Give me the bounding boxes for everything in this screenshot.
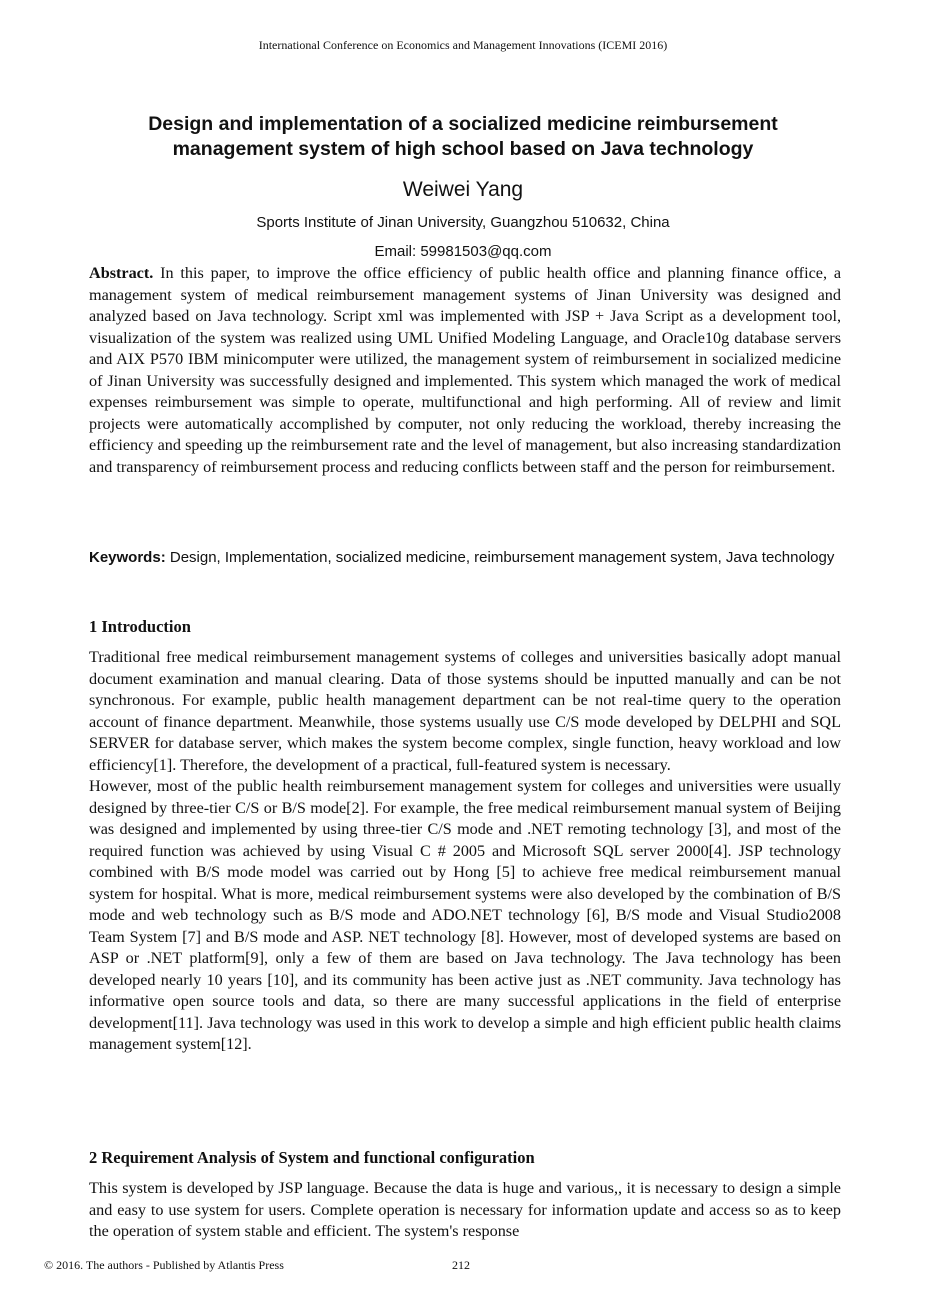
paper-title-line-2: management system of high school based on Java technology xyxy=(172,138,754,160)
section-1-body xyxy=(89,647,841,1056)
abstract xyxy=(89,263,841,478)
section-1-paragraph-1: Traditional free medical reimbursement management systems of colleges and universities basically adopt manual document examination and manual clearing. Data of those systems should be inputted manually and can be not synchronous. For example, public health management department can be not real-time query to the operation account of finance department. Meanwhile, those systems usually use C/S mode developed by DELPHI and SQL SERVER for database server, which makes the system become complex, single function, heavy workload and low efficiency[1]. Therefore, the development of a practical, full-featured system is necessary. xyxy=(89,648,841,774)
author-email: Email: 59981503@qq.com xyxy=(374,243,552,260)
footer-page-number: 212 xyxy=(452,1258,470,1272)
section-2-paragraph-1: This system is developed by JSP language. Because the data is huge and various,, it is necessary to design a simple and easy to use system for users. Complete operation is necessary for information update and access so as to keep the operation of system stable and efficient. The system's response xyxy=(89,1179,841,1240)
section-1-heading: 1 Introduction xyxy=(89,617,191,636)
paper-title xyxy=(100,112,826,162)
conference-header: International Conference on Economics and Management Innovations (ICEMI 2016) xyxy=(258,38,668,52)
abstract-label: Abstract. xyxy=(89,264,154,282)
author-affiliation: Sports Institute of Jinan University, Guangzhou 510632, China xyxy=(256,214,670,231)
keywords-label: Keywords: xyxy=(89,549,166,566)
paper-title-line-1: Design and implementation of a socialized medicine reimbursement xyxy=(148,113,778,135)
section-2-body xyxy=(89,1178,841,1243)
section-2-heading: 2 Requirement Analysis of System and functional configuration xyxy=(89,1148,535,1167)
author-name: Weiwei Yang xyxy=(402,178,524,201)
section-1-paragraph-2: However, most of the public health reimbursement management system for colleges and universities were usually designed by three-tier C/S or B/S mode[2]. For example, the free medical reimbursement manual system of Beijing was designed and implemented by using three-tier C/S mode and .NET remoting technology [3], and most of the required function was achieved by using Visual C # 2005 and Microsoft SQL server 2000[4]. JSP technology combined with B/S mode model was carried out by Hong [5] to achieve free medical reimbursement manual system for hospital. What is more, medical reimbursement systems were also developed by the combination of B/S mode and web technology such as B/S mode and ADO.NET technology [6], B/S mode and Visual Studio2008 Team System [7] and B/S mode and ASP. NET technology [8]. However, most of developed systems are based on ASP or .NET platform[9], only a few of them are based on Java technology. The Java technology has been developed nearly 10 years [10], and its community has been active just as .NET community. Java technology has informative open source tools and data, so there are many successful applications in the field of enterprise development[11]. Java technology was used in this work to develop a simple and high efficient public health claims management system[12]. xyxy=(89,777,841,1053)
footer-copyright: © 2016. The authors - Published by Atlantis Press xyxy=(44,1258,284,1272)
abstract-text: In this paper, to improve the office efficiency of public health office and planning finance office, a management system of medical reimbursement management systems of Jinan University was designed and analyzed based on Java technology. Script xml was implemented with JSP + Java Script as a development tool, visualization of the system was realized using UML Unified Modeling Language, and Oracle10g database servers and AIX P570 IBM minicomputer were utilized, the management system of reimbursement in socialized medicine of Jinan University was successfully designed and implemented. This system which managed the work of medical expenses reimbursement was simple to operate, multifunctional and high performing. All of review and limit projects were automatically accomplished by computer, not only reducing the workload, thereby increasing the efficiency and speeding up the reimbursement rate and the level of management, but also increasing standardization and transparency of reimbursement process and reducing conflicts between staff and the person for reimbursement. xyxy=(89,264,841,476)
keywords-text: Design, Implementation, socialized medicine, reimbursement management system, Java technology xyxy=(169,549,835,566)
keywords xyxy=(89,548,841,568)
